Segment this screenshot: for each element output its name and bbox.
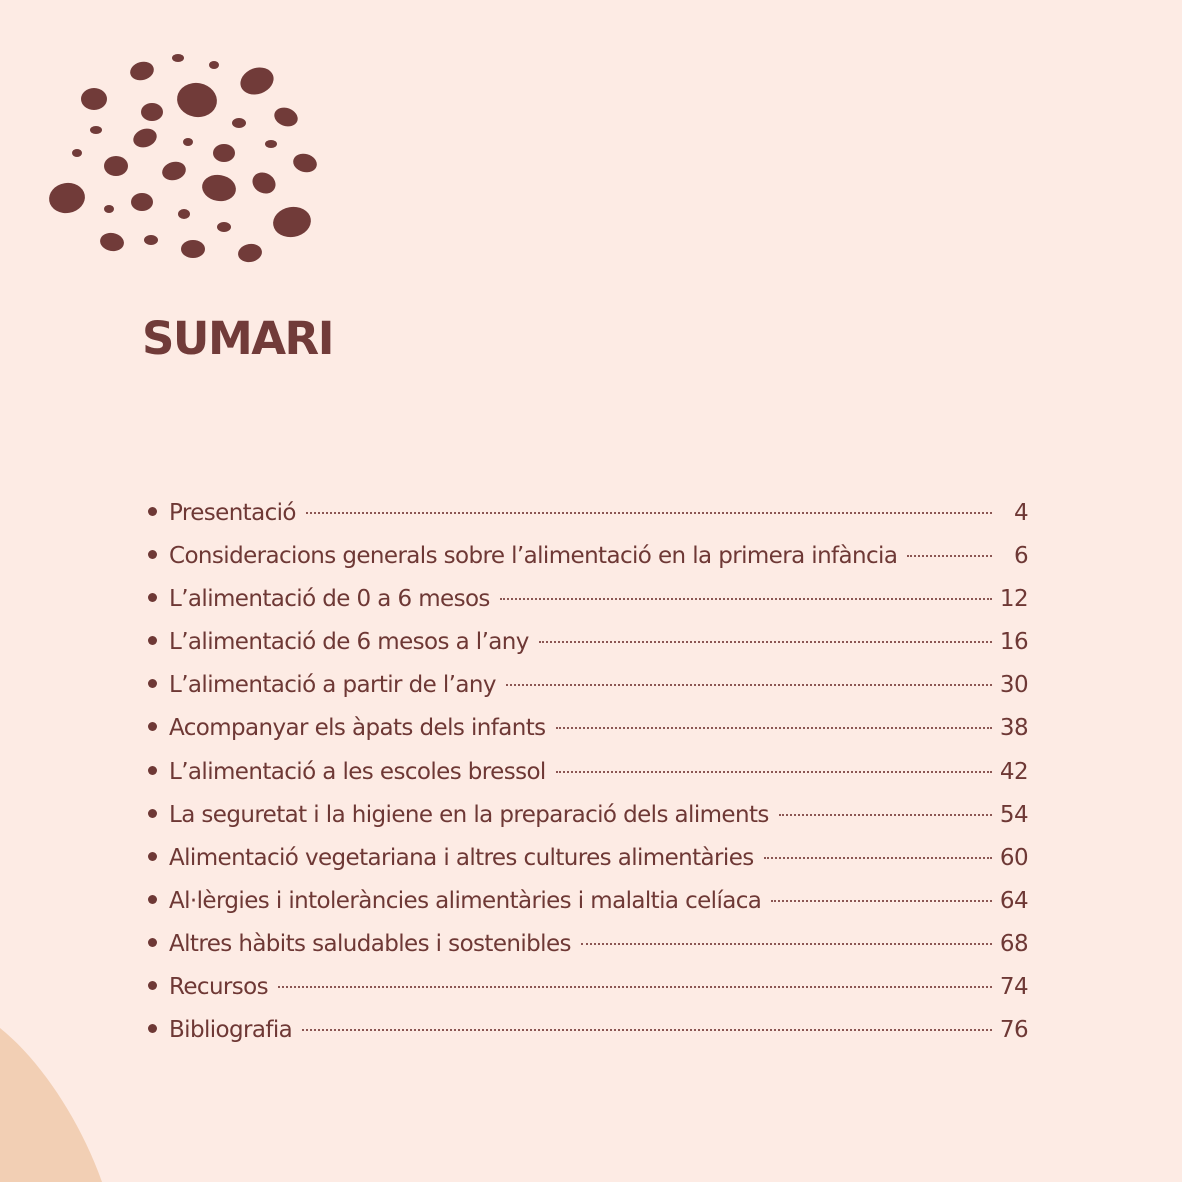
- dotted-leader: [302, 1029, 992, 1031]
- dotted-leader: [907, 555, 992, 557]
- dotted-leader: [278, 986, 992, 988]
- toc-entry-label: Presentació: [169, 500, 296, 526]
- toc-entry[interactable]: [148, 794, 1028, 837]
- toc-entry[interactable]: [148, 837, 1028, 880]
- toc-entry-page: 38: [999, 715, 1028, 742]
- bullet-icon: [148, 722, 157, 731]
- bullet-icon: [148, 679, 157, 688]
- dotted-leader: [771, 900, 992, 902]
- bullet-icon: [148, 938, 157, 947]
- toc-entry-label: Bibliografia: [169, 1017, 293, 1044]
- toc-entry[interactable]: [148, 621, 1028, 664]
- toc-entry[interactable]: [148, 923, 1028, 966]
- toc-entry-label: Recursos: [169, 974, 269, 1001]
- toc-entry-page: 76: [999, 1017, 1028, 1044]
- toc-entry-page: 54: [999, 801, 1028, 828]
- bullet-icon: [148, 593, 157, 602]
- toc-entry[interactable]: [148, 966, 1028, 1009]
- toc-entry-page: 42: [999, 758, 1028, 785]
- toc-entry-page: 6: [1013, 543, 1028, 570]
- table-of-contents: [148, 492, 1028, 1052]
- dotted-leader: [764, 857, 992, 859]
- bullet-icon: [148, 1024, 157, 1033]
- dotted-leader: [581, 943, 992, 945]
- toc-entry-label: Altres hàbits saludables i sostenibles: [169, 930, 571, 957]
- bullet-icon: [148, 895, 157, 904]
- toc-entry-label: Acompanyar els àpats dels infants: [169, 715, 546, 742]
- toc-entry-label: L’alimentació de 0 a 6 mesos: [169, 586, 490, 613]
- toc-entry-page: 74: [999, 974, 1028, 1001]
- toc-entry-page: 64: [999, 887, 1028, 914]
- dotted-leader: [539, 641, 992, 643]
- toc-entry-label: L’alimentació a partir de l’any: [169, 672, 496, 699]
- toc-entry[interactable]: [148, 492, 1028, 535]
- bullet-icon: [148, 809, 157, 818]
- bullet-icon: [148, 766, 157, 775]
- dotted-leader: [306, 512, 992, 514]
- dotted-leader: [500, 598, 992, 600]
- dotted-leader: [556, 771, 992, 773]
- toc-entry[interactable]: [148, 664, 1028, 707]
- toc-entry-label: L’alimentació a les escoles bressol: [169, 758, 546, 785]
- dotted-leader: [506, 684, 992, 686]
- page-title: SUMARI: [142, 312, 333, 365]
- bullet-icon: [148, 636, 157, 645]
- toc-entry-page: 4: [1013, 500, 1028, 526]
- toc-entry-label: Consideracions generals sobre l’alimentació en la primera infància: [169, 543, 898, 570]
- toc-entry-page: 68: [999, 930, 1028, 957]
- peach-corner-shape: [0, 1020, 120, 1182]
- toc-entry-label: L’alimentació de 6 mesos a l’any: [169, 629, 529, 656]
- toc-entry-page: 30: [999, 672, 1028, 699]
- toc-entry-page: 60: [999, 844, 1028, 871]
- bullet-icon: [148, 852, 157, 861]
- toc-entry[interactable]: [148, 751, 1028, 794]
- toc-entry[interactable]: [148, 707, 1028, 750]
- toc-entry[interactable]: [148, 535, 1028, 578]
- toc-entry-label: La seguretat i la higiene en la preparació dels aliments: [169, 801, 769, 828]
- bullet-icon: [148, 981, 157, 990]
- toc-entry-page: 16: [999, 629, 1028, 656]
- toc-entry[interactable]: [148, 578, 1028, 621]
- toc-entry-page: 12: [999, 586, 1028, 613]
- dotted-cluster-decoration: [40, 45, 330, 270]
- toc-entry-label: Alimentació vegetariana i altres cultures alimentàries: [169, 844, 754, 871]
- bullet-icon: [148, 550, 157, 559]
- dotted-leader: [556, 727, 992, 729]
- dotted-leader: [779, 814, 992, 816]
- toc-entry[interactable]: [148, 1009, 1028, 1052]
- bullet-icon: [148, 507, 157, 516]
- toc-entry[interactable]: [148, 880, 1028, 923]
- toc-entry-label: Al·lèrgies i intoleràncies alimentàries i malaltia celíaca: [169, 887, 762, 914]
